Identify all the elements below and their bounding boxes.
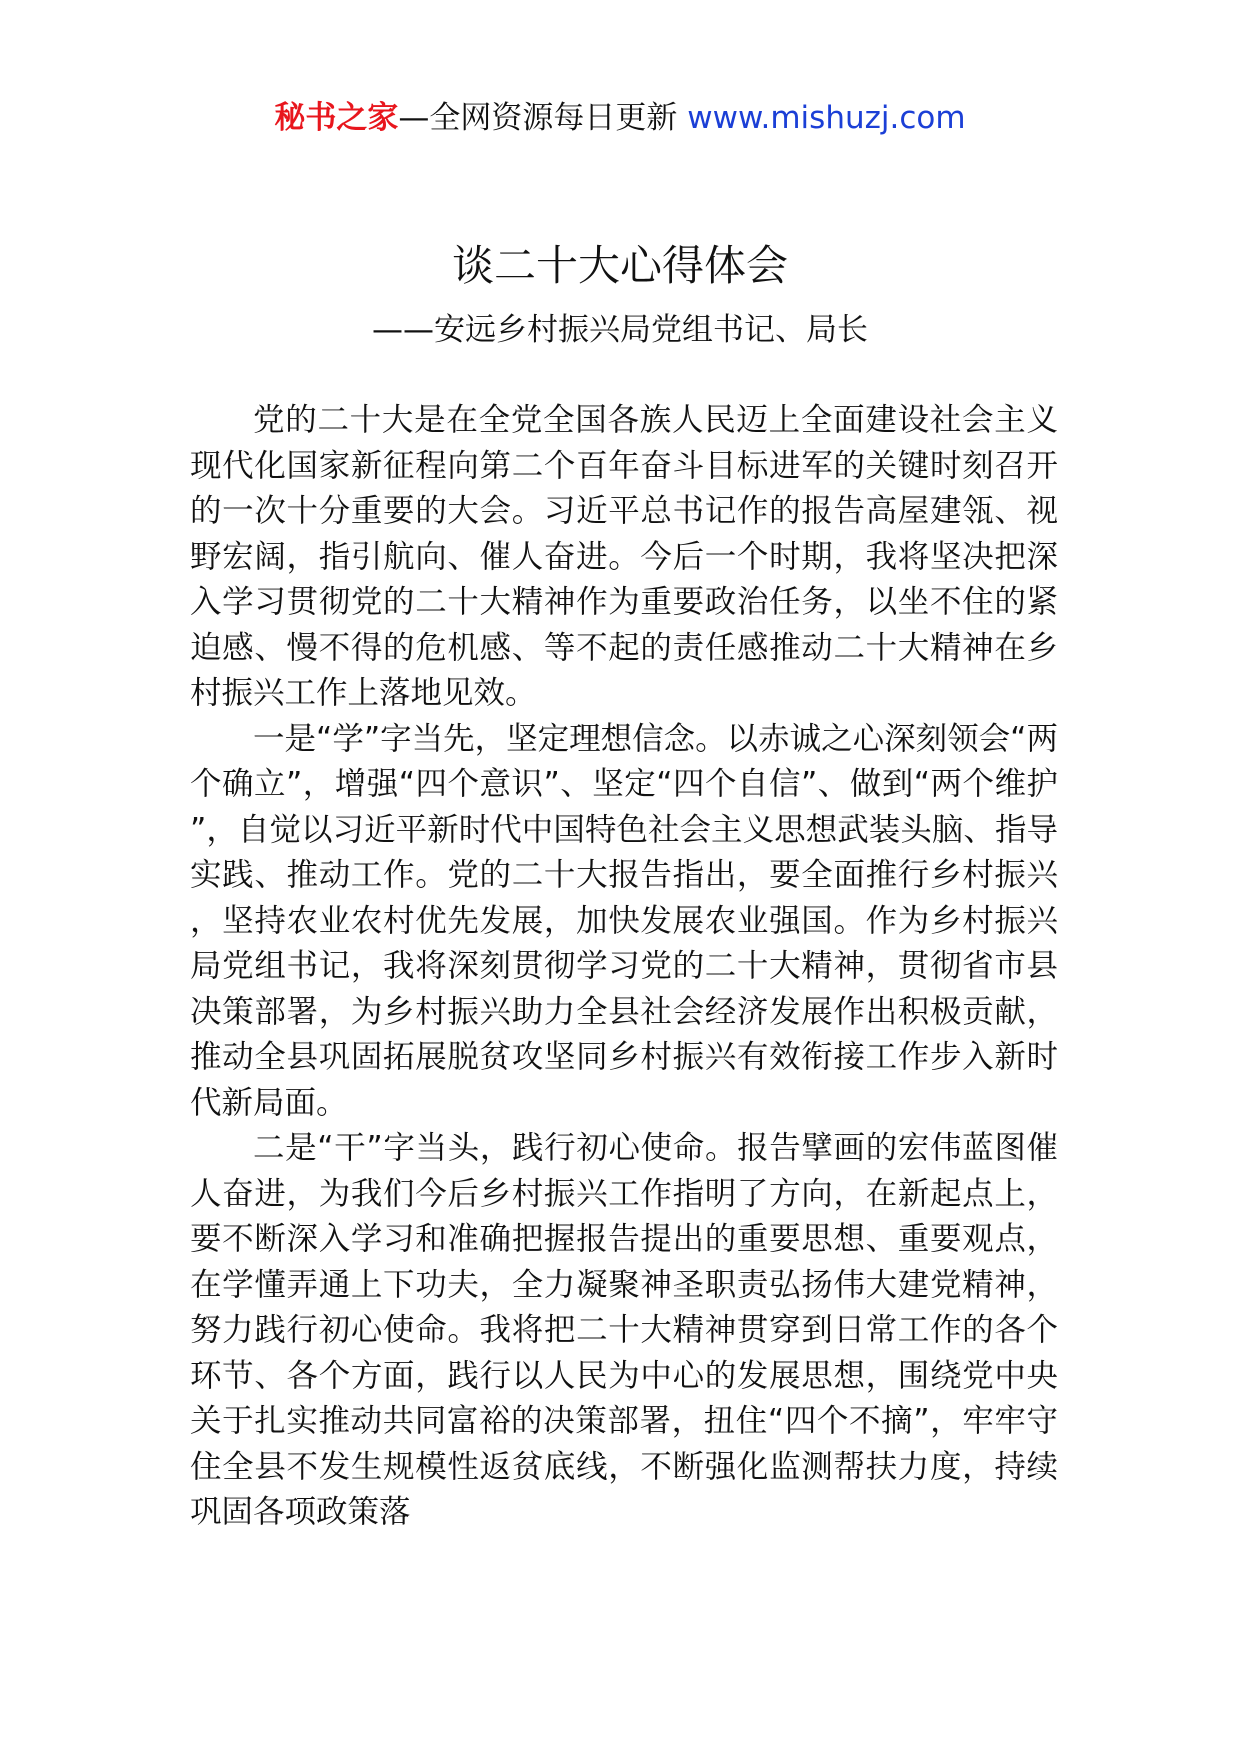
paragraph-intro: 党的二十大是在全党全国各族人民迈上全面建设社会主义现代化国家新征程向第二个百年奋斗目标进军的关键时刻召开的一次十分重要的大会。习近平总书记作的报告高屋建瓴、视野宏阔，指引航向、催人奋进。今后一个时期，我将坚决把深入学习贯彻党的二十大精神作为重要政治任务，以坐不住的紧迫感、慢不得的危机感、等不起的责任感推动二十大精神在乡村振兴工作上落地见效。: [190, 402, 1058, 711]
document-body: [190, 398, 1058, 1536]
document-subtitle: ——安远乡村振兴局党组书记、局长: [372, 312, 868, 348]
header-tagline: —全网资源每日更新: [398, 100, 678, 136]
brand-name: 秘书之家: [274, 100, 399, 136]
site-header: [0, 98, 1240, 138]
site-url-link[interactable]: www.mishuzj.com: [687, 100, 966, 136]
paragraph-point-two: 二是“干”字当头，践行初心使命。报告擘画的宏伟蓝图催人奋进，为我们今后乡村振兴工作指明了方向，在新起点上，要不断深入学习和准确把握报告提出的重要思想、重要观点，在学懂弄通上下功夫，全力凝聚神圣职责弘扬伟大建党精神，努力践行初心使命。我将把二十大精神贯穿到日常工作的各个环节、各个方面，践行以人民为中心的发展思想，围绕党中央关于扎实推动共同富裕的决策部署，扭住“四个不摘”，牢牢守住全县不发生规模性返贫底线，不断强化监测帮扶力度，持续巩固各项政策落: [190, 1130, 1058, 1530]
paragraph-point-one: 一是“学”字当先，坚定理想信念。以赤诚之心深刻领会“两个确立”，增强“四个意识”、坚定“四个自信”、做到“两个维护”，自觉以习近平新时代中国特色社会主义思想武装头脑、指导实践、推动工作。党的二十大报告指出，要全面推行乡村振兴，坚持农业农村优先发展，加快发展农业强国。作为乡村振兴局党组书记，我将深刻贯彻学习党的二十大精神，贯彻省市县决策部署，为乡村振兴助力全县社会经济发展作出积极贡献，推动全县巩固拓展脱贫攻坚同乡村振兴有效衔接工作步入新时代新局面。: [190, 720, 1058, 1121]
document-title: 谈二十大心得体会: [451, 241, 788, 290]
